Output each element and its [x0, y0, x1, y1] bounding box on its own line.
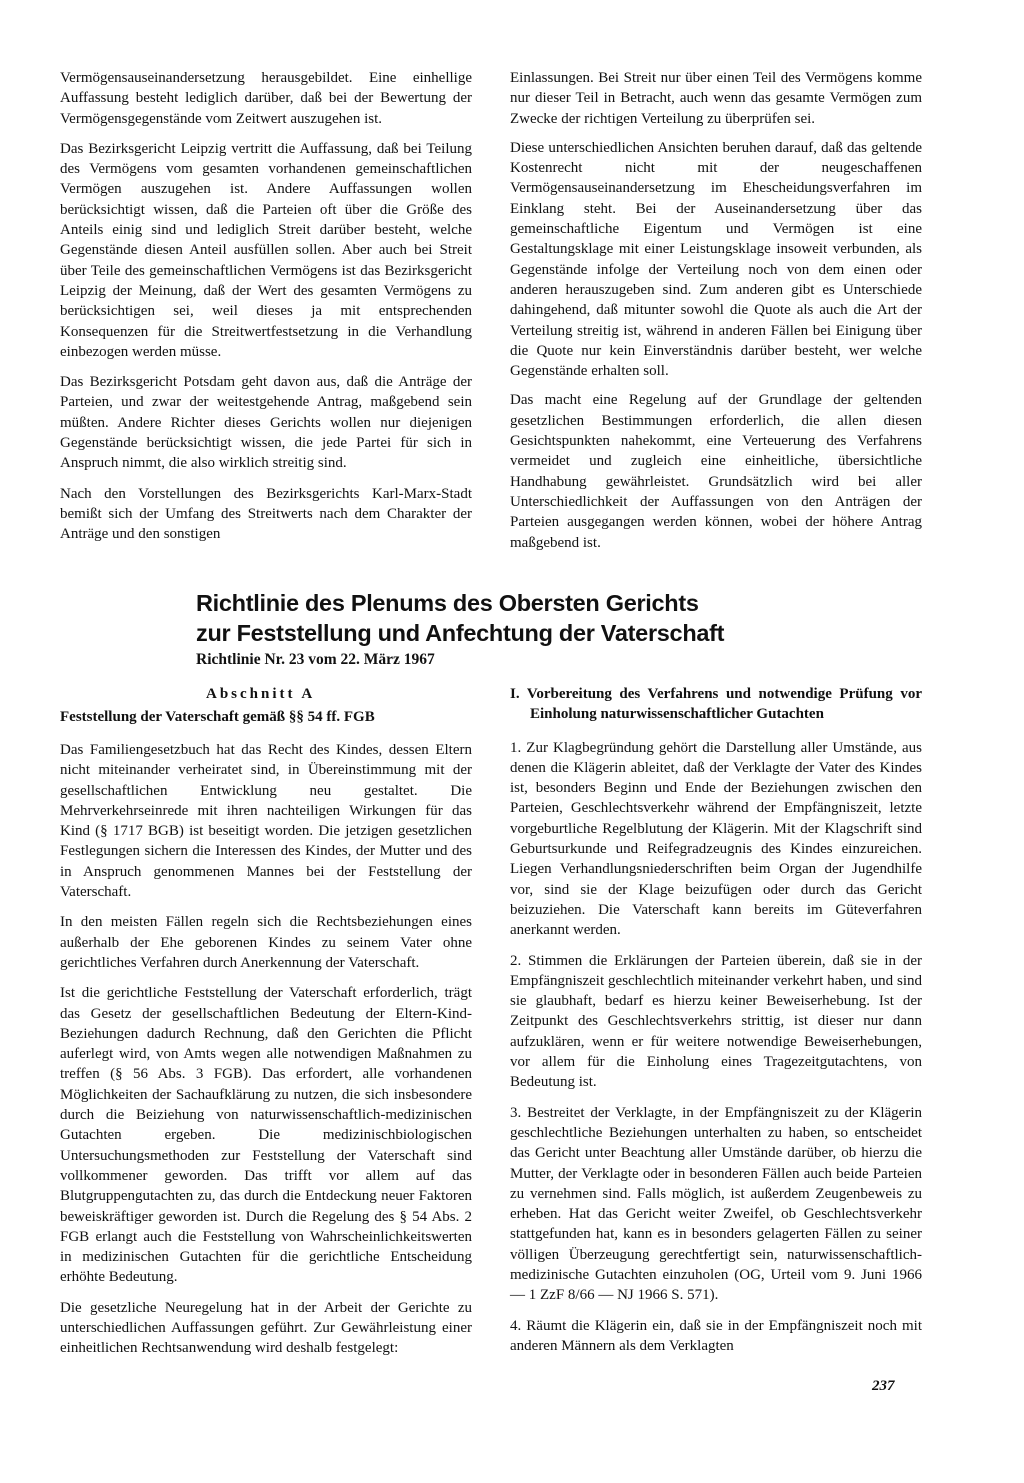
paragraph: 1. Zur Klagbegründung gehört die Darstellung aller Umstände, aus denen die Klägerin ableitet, daß der Verklagte der Vater des Kindes ist, besonders Beginn und Ende der Beziehungen zwischen den Parteien, Geschlechtsverkehr während der Empfängniszeit, letzte vorgeburtliche Regelblutung der Klägerin. Mit der Klagschrift sind Geburtsurkunde und Reifegradzeugnis des Kindes einzureichen. Liegen Verhandlungsniederschriften beim Organ der Jugendhilfe vor, sind sie der Klage beizufügen oder durch das Gericht beizuziehen. Die Vaterschaft kann bereits im Güteverfahren anerkannt werden.	[510, 739, 922, 939]
paragraph: Diese unterschiedlichen Ansichten beruhen darauf, daß das geltende Kostenrecht nicht mit der neugeschaffenen Vermögensauseinandersetzung im Ehescheidungsverfahren im Einklang steht. Bei der Auseinandersetzung über das gemeinschaftliche Eigentum und Vermögen ist eine Gestaltungsklage mit einer Leistungsklage insoweit verbunden, als Gegenstände infolge der Verteilung noch von dem einen oder anderen herauszugeben sind. Zum anderen gibt es Unterschiede dahingehend, daß mitunter sowohl die Quote als auch die Art der Verteilung streitig ist, während in anderen Fällen bei Einigung über die Quote nur kein Einverständnis darüber besteht, wer welche Gegenstände erhalten soll.	[510, 139, 922, 380]
paragraph: 4. Räumt die Klägerin ein, daß sie in der Empfängniszeit noch mit anderen Männern als dem Verklagten	[510, 1317, 922, 1354]
top-left-column	[60, 68, 472, 555]
paragraph: Einlassungen. Bei Streit nur über einen Teil des Vermögens komme nur dieser Teil in Betracht, auch wenn das gesamte Vermögen zum Zwecke der richtigen Verteilung zu überprüfen sei.	[510, 70, 922, 127]
article-title-block	[196, 588, 816, 670]
paragraph: Das Familiengesetzbuch hat das Recht des Kindes, dessen Eltern nicht miteinander verheiratet sind, in Übereinstimmung mit der gesellschaftlichen Entwicklung neu gestaltet. Die Mehrverkehrseinrede mit ihren nachteiligen Wirkungen für das Kind (§ 1717 BGB) ist beseitigt worden. Die jetzigen gesetzlichen Festlegungen sichern die Interessen des Kindes, der Mutter und des in Anspruch genommenen Mannes bei der Feststellung der Vaterschaft.	[60, 742, 472, 901]
paragraph: Das Bezirksgericht Potsdam geht davon aus, daß die Anträge der Parteien, und zwar der weitestgehende Antrag, maßgebend sein müßten. Andere Richter dieses Gerichts wollen nur diejenigen Gegenstände berücksichtigt wissen, die jede Partei für sich in Anspruch nimmt, die also wirklich streitig sind.	[60, 374, 472, 472]
article-subtitle: Richtlinie Nr. 23 vom 22. März 1967	[196, 651, 435, 668]
paragraph: Das Bezirksgericht Leipzig vertritt die Auffassung, daß bei Teilung des Vermögens vom gesamten vorhandenen gemeinschaftlichen Vermögen auszugehen ist. Andere Auffassungen wollen berücksichtigt wissen, daß die Parteien oft über die Größe des Anteils einig sind und lediglich Streit darüber besteht, welche Gegenstände diesen Anteil ausfüllen sollen. Aber auch bei Streit über Teile des gemeinschaftlichen Vermögens ist das Bezirksgericht Leipzig der Meinung, daß der Wert des gesamten Vermögens zu berücksichtigen sei, weil dieses ja mit entsprechenden Konsequenzen für die Streitwertfestsetzung in die Verhandlung einbezogen werden müsse.	[60, 140, 472, 360]
section-heading: Feststellung der Vaterschaft gemäß §§ 54 ff. FGB	[60, 709, 375, 725]
paragraph: Die gesetzliche Neuregelung hat in der Arbeit der Gerichte zu unterschiedlichen Auffassungen geführt. Zur Gewährleistung einer einheitlichen Rechtsanwendung wird deshalb festgelegt:	[60, 1299, 472, 1357]
paragraph: 3. Bestreitet der Verklagte, in der Empfängniszeit zu der Klägerin geschlechtliche Beziehungen unterhalten zu haben, so entscheidet das Gericht unter Beachtung aller Umstände darüber, ob hierzu die Mutter, der Verklagte oder in besonderen Fällen auch beide Parteien zu vernehmen sind. Falls möglich, ist außerdem Zeugenbeweis zu erheben. Hat das Gericht weiter Zweifel, ob Geschlechtsverkehr stattgefunden hat, kann es in besonders gelagerten Fällen zu seiner völligen Überzeugung gerechtfertigt sein, naturwissenschaftlich-medizinische Gutachten einzuholen (OG, Urteil vom 9. Juni 1966 — 1 ZzF 8/66 — NJ 1966 S. 571).	[510, 1104, 922, 1304]
paragraph: In den meisten Fällen regeln sich die Rechtsbeziehungen eines außerhalb der Ehe geborenen Kindes zu seinem Vater ohne gerichtliches Verfahren durch Anerkennung der Vaterschaft.	[60, 914, 472, 971]
paragraph: Das macht eine Regelung auf der Grundlage der geltenden gesetzlichen Bestimmungen erforderlich, die allen diesen Gesichtspunkten nahekommt, eine Verteuerung des Verfahrens vermeidet und zugleich eine einheitliche, übersichtliche Handhabung gewährleistet. Grundsätzlich wird bei aller Unterschiedlichkeit der Auffassungen von den Anträgen der Parteien ausgegangen werden können, wobei der höhere Antrag maßgebend ist.	[510, 392, 922, 551]
article-title-line-2: zur Feststellung und Anfechtung der Vaterschaft	[196, 620, 725, 646]
article-title-line-1: Richtlinie des Plenums des Obersten Gerichts	[196, 590, 699, 616]
page-number: 237	[872, 1378, 895, 1394]
section-a-column	[60, 684, 472, 1369]
top-right-column	[510, 68, 922, 562]
paragraph: Nach den Vorstellungen des Bezirksgerichts Karl-Marx-Stadt bemißt sich der Umfang des Streitwerts nach dem Charakter der Anträge und den sonstigen	[60, 485, 472, 543]
paragraph: Ist die gerichtliche Feststellung der Vaterschaft erforderlich, trägt das Gesetz der gesellschaftlichen Bedeutung der Eltern-Kind-Beziehungen dadurch Rechnung, daß den Gerichten die Pflicht auferlegt wird, von Amts wegen alle notwendigen Maßnahmen zu treffen (§ 56 Abs. 3 FGB). Das erfordert, alle vorhandenen Möglichkeiten der Sachaufklärung zu nutzen, die sich insbesondere durch die Beiziehung von naturwissenschaftlich-medizinischen Gutachten ergeben. Die medizinischbiologischen Untersuchungsmethoden zur Feststellung der Vaterschaft sind vollkommener geworden. Das trifft vor allem auf das Blutgruppengutachten zu, das durch die Entdeckung neuer Faktoren beweiskräftiger geworden ist. Durch die Regelung des § 54 Abs. 2 FGB erlangt auch die Feststellung von Wahrscheinlichkeitswerten in medizinischen Gutachten für die gerichtliche Entscheidung erhöhte Bedeutung.	[60, 985, 472, 1286]
section-i-column	[510, 684, 922, 1366]
paragraph: 2. Stimmen die Erklärungen der Parteien überein, daß sie in der Empfängniszeit geschlechtlich miteinander verkehrt haben, und sind sie glaubhaft, bedarf es hierzu keiner Beweiserhebung. Ist der Zeitpunkt des Geschlechtsverkehrs strittig, ist dieser nur dann aufzuklären, wenn er für weitere notwendige Beweiserhebungen, vor allem für die Einholung eines Tragezeitgutachtens, von Bedeutung ist.	[510, 952, 922, 1091]
section-heading: I. Vorbereitung des Verfahrens und notwendige Prüfung vor Einholung naturwissenschaftlicher Gutachten	[510, 686, 922, 723]
section-label: Abschnitt A	[206, 686, 316, 702]
paragraph: Vermögensauseinandersetzung herausgebildet. Eine einhellige Auffassung besteht lediglich darüber, daß bei der Bewertung der Vermögensgegenstände vom Zeitwert auszugehen ist.	[60, 70, 472, 127]
